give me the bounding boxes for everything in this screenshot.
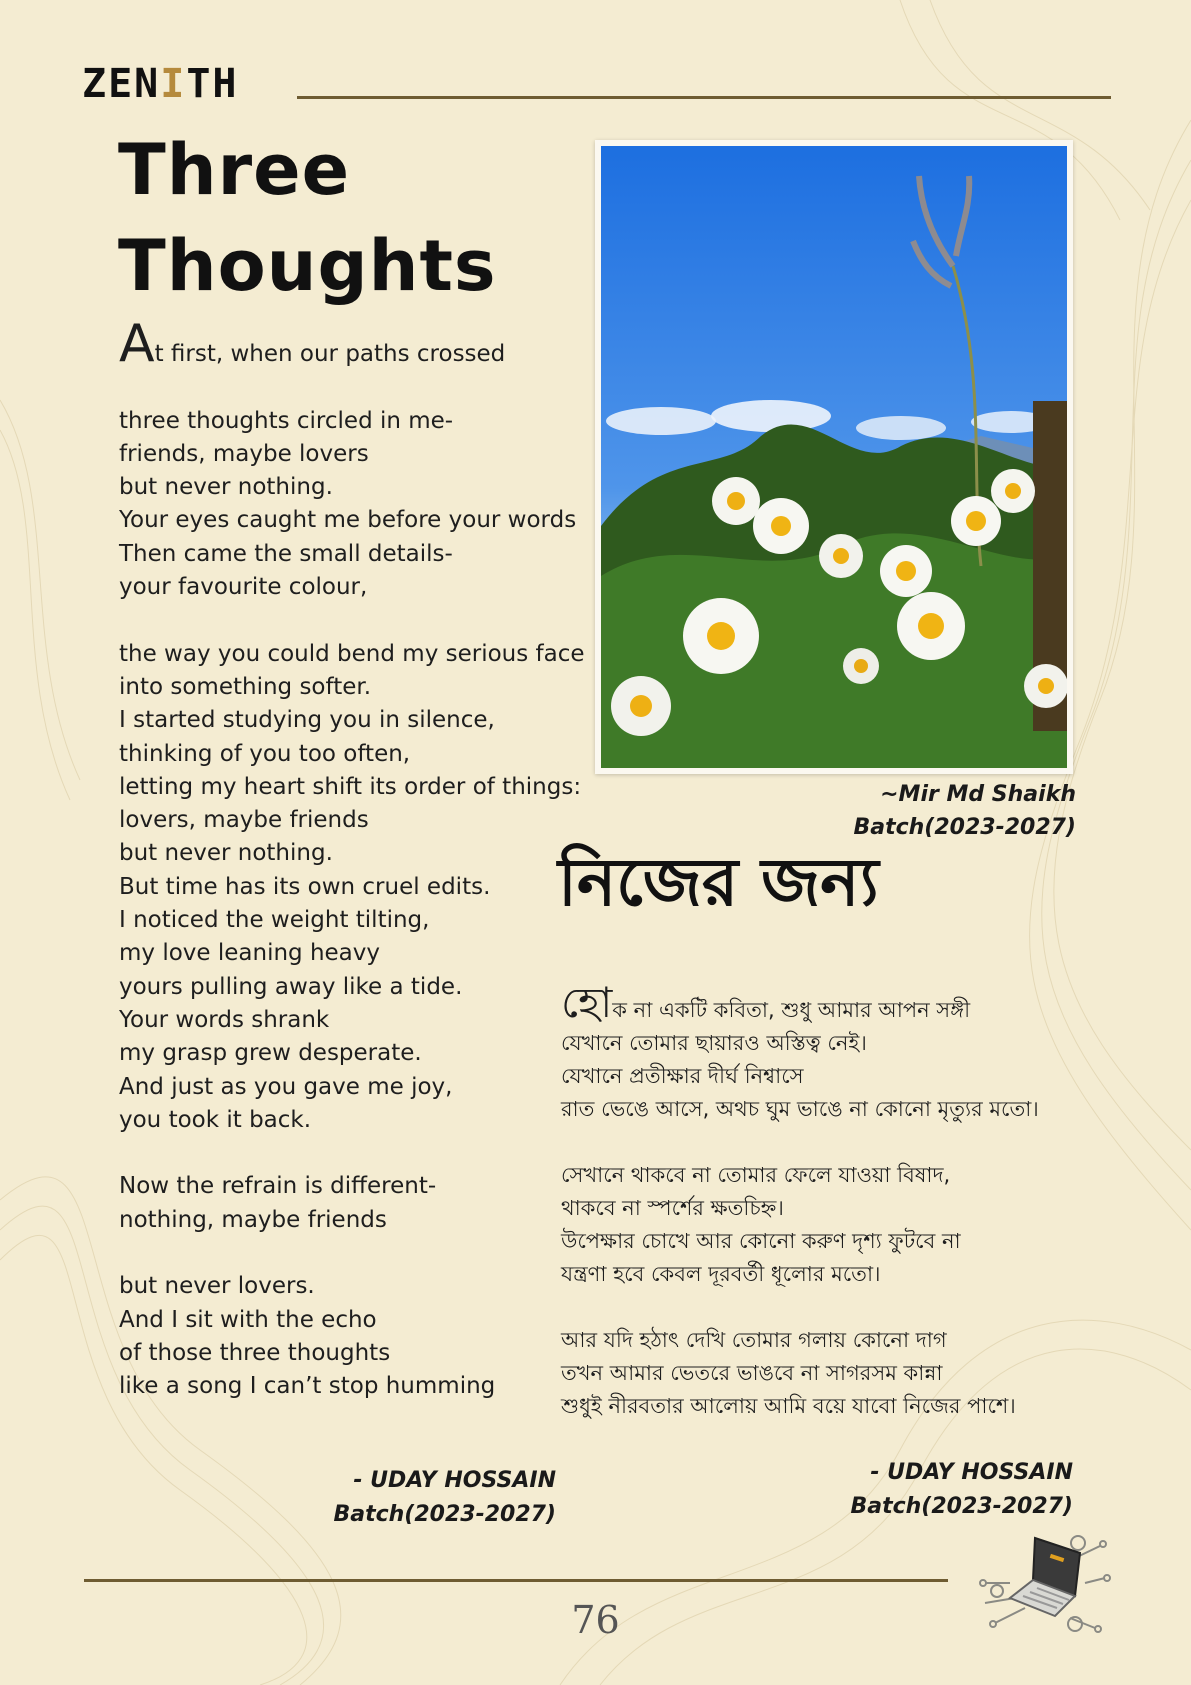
poem-line (119, 371, 589, 404)
author-name: - UDAY HOSSAIN (870, 1460, 1073, 1485)
author-batch: Batch(2023-2027) (850, 1494, 1073, 1519)
photo-credit (853, 778, 1076, 844)
poem-first-line: ক না একটি কবিতা, শুধু আমার আপন সঙ্গী (612, 998, 971, 1022)
poem-line (119, 1137, 589, 1170)
poem-line: you took it back. (119, 1106, 312, 1133)
poem-line: And just as you gave me joy, (119, 1073, 453, 1100)
poem-line: Your eyes caught me before your words (119, 507, 577, 534)
poem-line (119, 604, 589, 637)
poem-line: letting my heart shift its order of things: (119, 773, 582, 800)
poem-line: but never nothing. (119, 840, 333, 867)
poem-line: সেখানে থাকবে না তোমার ফেলে যাওয়া বিষাদ, (561, 1163, 951, 1187)
poem-line (119, 1237, 589, 1270)
bengali-poem-author (850, 1456, 1073, 1524)
poem-line: And I sit with the echo (119, 1306, 377, 1333)
poem-line: lovers, maybe friends (119, 807, 369, 834)
daisy-photo-image (601, 146, 1067, 768)
poem-line: my grasp grew desperate. (119, 1040, 422, 1067)
poem-line: friends, maybe lovers (119, 440, 369, 467)
poem-line: into something softer. (119, 673, 372, 700)
poem-line: three thoughts circled in me- (119, 407, 454, 434)
poem-line: Your words shrank (119, 1006, 330, 1033)
poem-line: আর যদি হঠাৎ দেখি তোমার গলায় কোনো দাগ (561, 1328, 947, 1352)
poem-line: but never nothing. (119, 474, 333, 501)
poem-line: but never lovers. (119, 1273, 315, 1300)
english-poem-author (333, 1464, 556, 1532)
bengali-poem-title: নিজের জন্য (558, 844, 879, 921)
poem-line (561, 1126, 1101, 1159)
poem-line (119, 314, 589, 374)
poem-line: nothing, maybe friends (119, 1206, 387, 1233)
poem-line: like a song I can’t stop humming (119, 1373, 496, 1400)
poem-line: your favourite colour, (119, 574, 368, 601)
poem-line: তখন আমার ভেতরে ভাঙবে না সাগরসম কান্না (561, 1361, 943, 1385)
poem-line: thinking of you too often, (119, 740, 411, 767)
poem-line (561, 1291, 1101, 1324)
daisy-photo (595, 140, 1073, 774)
photo-credit-batch: Batch(2023-2027) (853, 815, 1076, 840)
poem-line: I noticed the weight tilting, (119, 907, 430, 934)
poem-line: yours pulling away like a tide. (119, 973, 463, 1000)
poem-first-line: t first, when our paths crossed (154, 341, 506, 367)
bengali-poem-body (561, 978, 1101, 1423)
english-poem-title (118, 122, 497, 314)
page-number: 76 (571, 1598, 620, 1642)
logo-text-end: TH (186, 61, 239, 107)
author-name: - UDAY HOSSAIN (353, 1468, 556, 1493)
header-divider (297, 96, 1111, 99)
laptop-circuit-icon (975, 1528, 1115, 1638)
drop-cap: হো (561, 978, 613, 1027)
poem-line: Then came the small details- (119, 540, 453, 567)
photo-credit-name: ~Mir Md Shaikh (880, 782, 1076, 807)
poem-line: রাত ভেঙে আসে, অথচ ঘুম ভাঙে না কোনো মৃত্যুর মতো। (561, 1097, 1039, 1121)
poem-line: I started studying you in silence, (119, 707, 495, 734)
drop-cap: A (119, 314, 155, 374)
poem-line: উপেক্ষার চোখে আর কোনো করুণ দৃশ্য ফুটবে না (561, 1229, 961, 1253)
poem-line: থাকবে না স্পর্শের ক্ষতচিহ্ন। (561, 1196, 784, 1220)
logo-text-accent: I (160, 61, 187, 107)
poem-line: শুধুই নীরবতার আলোয় আমি বয়ে যাবো নিজের পাশে। (561, 1394, 1016, 1418)
english-poem-body (119, 314, 589, 1404)
poem-line: যেখানে প্রতীক্ষার দীর্ঘ নিশ্বাসে (561, 1064, 804, 1088)
poem-line: of those three thoughts (119, 1339, 391, 1366)
poem-line: যেখানে তোমার ছায়ারও অস্তিত্ব নেই। (561, 1031, 867, 1055)
zenith-logo (82, 61, 239, 107)
footer-divider (84, 1579, 948, 1582)
poem-line: Now the refrain is different- (119, 1173, 437, 1200)
poem-line: But time has its own cruel edits. (119, 873, 491, 900)
poem-line: the way you could bend my serious face (119, 640, 585, 667)
english-title-line-2: Thoughts (118, 225, 497, 307)
poem-line: যন্ত্রণা হবে কেবল দূরবর্তী ধূলোর মতো। (561, 1262, 881, 1286)
poem-line (561, 978, 1101, 1027)
english-title-line-1: Three (118, 129, 351, 211)
poem-line: my love leaning heavy (119, 940, 380, 967)
logo-text-start: ZEN (82, 61, 161, 107)
author-batch: Batch(2023-2027) (333, 1502, 556, 1527)
